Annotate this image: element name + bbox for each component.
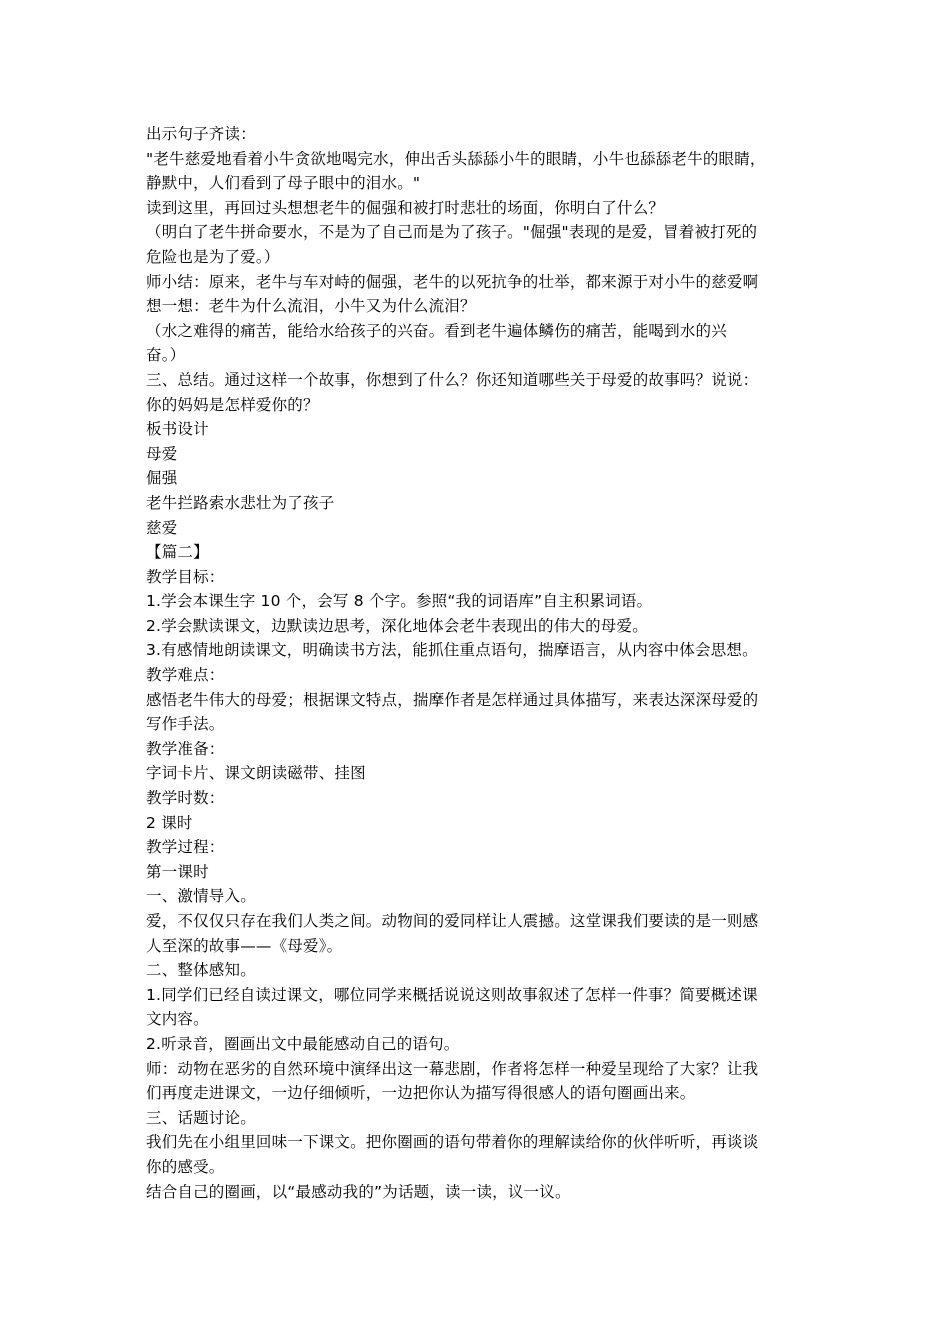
text-line: （明白了老牛拼命要水，不是为了自己而是为了孩子。"倔强"表现的是爱，冒着被打死的	[146, 223, 758, 242]
text-line: 教学目标：	[146, 567, 225, 586]
text-line: 老牛拦路索水悲壮为了孩子	[146, 493, 335, 512]
text-line: 3.有感情地朗读课文，明确读书方法，能抓住重点语句，揣摩语言，从内容中体会思想。	[146, 641, 758, 660]
text-line: 想一想：老牛为什么流泪，小牛又为什么流泪？	[146, 297, 476, 316]
text-line: 感悟老牛伟大的母爱；根据课文特点，揣摩作者是怎样通过具体描写，来表达深深母爱的	[146, 690, 759, 709]
text-line: 教学过程：	[146, 838, 225, 857]
text-line: 们再度走进课文，一边仔细倾听，一边把你认为描写得很感人的语句圈画出来。	[146, 1084, 696, 1103]
text-line: 人至深的故事——《母爱》。	[146, 936, 343, 955]
text-line: 慈爱	[146, 518, 178, 537]
text-line: "老牛慈爱地看着小牛贪欲地喝完水，伸出舌头舔舔小牛的眼睛，小牛也舔舔老牛的眼睛，	[146, 149, 766, 168]
text-line: 三、话题讨论。	[146, 1108, 256, 1127]
text-line: 2 课时	[146, 813, 193, 832]
text-line: 结合自己的圈画，以“最感动我的”为话题，读一读，议一议。	[146, 1182, 571, 1201]
text-line: 我们先在小组里回味一下课文。把你圈画的语句带着你的理解读给你的伙伴听听，再谈谈	[146, 1133, 759, 1152]
text-line: 字词卡片、课文朗读磁带、挂图	[146, 764, 366, 783]
text-line: 倔强	[146, 469, 178, 488]
text-line: 文内容。	[146, 1010, 209, 1029]
text-line: 师小结：原来，老牛与车对峙的倔强，老牛的以死抗争的壮举，都来源于对小牛的慈爱啊	[146, 272, 759, 291]
text-line: 2.听录音，圈画出文中最能感动自己的语句。	[146, 1034, 460, 1053]
text-line: 写作手法。	[146, 715, 225, 734]
text-line: 你的感受。	[146, 1157, 225, 1176]
text-line: 2.学会默读课文，边默读边思考，深化地体会老牛表现出的伟大的母爱。	[146, 616, 648, 635]
text-line: 奋。）	[146, 346, 186, 365]
text-line: 教学准备：	[146, 739, 225, 758]
text-line: 出示句子齐读：	[146, 125, 256, 143]
text-line: 1.同学们已经自读过课文，哪位同学来概括说说这则故事叙述了怎样一件事？简要概述课	[146, 985, 758, 1004]
text-line: 教学时数：	[146, 789, 225, 808]
text-line: （水之难得的痛苦，能给水给孩子的兴奋。看到老牛遍体鳞伤的痛苦，能喝到水的兴	[146, 321, 727, 340]
text-line: 读到这里，再回过头想想老牛的倔强和被打时悲壮的场面，你明白了什么？	[146, 198, 665, 217]
text-line: 1.学会本课生字 10 个，会写 8 个字。参照“我的词语库”自主积累词语。	[146, 592, 653, 611]
text-line: 静默中，人们看到了母子眼中的泪水。"	[146, 174, 421, 193]
text-line: 危险也是为了爱。）	[146, 247, 280, 266]
text-line: 三、总结。通过这样一个故事，你想到了什么？你还知道哪些关于母爱的故事吗？说说：	[146, 370, 759, 389]
text-line: 师：动物在恶劣的自然环境中演绎出这一幕悲剧，作者将怎样一种爱呈现给了大家？让我	[146, 1059, 759, 1078]
text-line: 二、整体感知。	[146, 961, 256, 980]
text-line: 【篇二】	[146, 543, 209, 562]
text-line: 一、激情导入。	[146, 887, 256, 906]
text-line: 你的妈妈是怎样爱你的？	[146, 395, 319, 414]
text-line: 爱，不仅仅只存在我们人类之间。动物间的爱同样让人震撼。这堂课我们要读的是一则感	[146, 912, 759, 930]
text-line: 第一课时	[146, 862, 209, 881]
text-line: 板书设计	[146, 420, 209, 439]
text-line: 教学难点：	[146, 666, 225, 685]
document-page	[146, 122, 810, 1204]
text-line: 母爱	[146, 444, 178, 463]
